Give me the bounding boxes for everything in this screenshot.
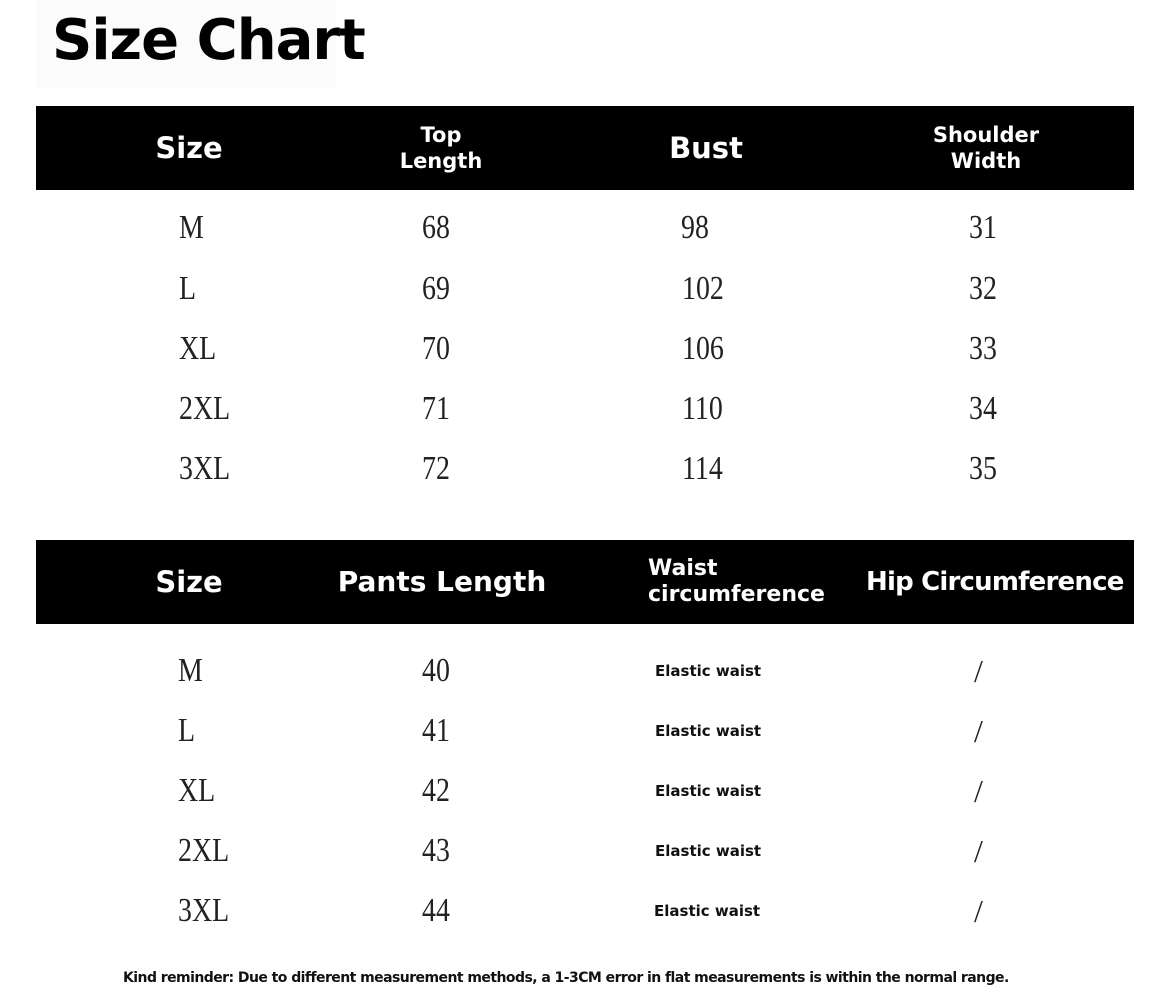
hip-cell: / [974,772,983,809]
size-cell: L [178,712,196,749]
table-row [36,439,1134,499]
header-line: Length [399,149,483,173]
table-row [36,319,1134,379]
bottom-table-header [36,540,1134,624]
page-title: Size Chart [52,8,365,73]
table-row [36,881,1134,941]
hip-cell: / [974,712,983,749]
waist-cell: Elastic waist [655,662,762,680]
top-length-cell: 68 [422,209,450,246]
size-cell: XL [178,772,216,809]
header-size: Size [155,565,223,599]
size-cell: 2XL [179,390,231,427]
hip-cell: / [974,892,983,929]
header-hip-circumference: Hip Circumference [866,567,1124,597]
bust-cell: 102 [682,270,724,307]
header-waist-circumference [648,540,828,624]
header-line: circumference [648,582,825,607]
shoulder-width-cell: 31 [969,209,997,246]
pants-length-cell: 43 [422,832,450,869]
header-line: Top [420,123,462,147]
pants-length-cell: 42 [422,772,450,809]
shoulder-width-cell: 35 [969,450,997,487]
bust-cell: 106 [682,330,724,367]
size-cell: 2XL [178,832,230,869]
hip-cell: / [974,652,983,689]
top-table-header [36,106,1134,190]
table-row [36,259,1134,319]
size-cell: 3XL [179,450,231,487]
top-length-cell: 72 [422,450,450,487]
table-row [36,821,1134,881]
waist-cell: Elastic waist [654,902,761,920]
header-size: Size [155,131,223,165]
header-line: Waist [648,556,718,581]
size-cell: XL [179,330,217,367]
top-length-cell: 69 [422,270,450,307]
waist-cell: Elastic waist [655,722,762,740]
top-length-cell: 70 [422,330,450,367]
header-top-length [376,106,506,190]
shoulder-width-cell: 32 [969,270,997,307]
header-line: Width [950,149,1022,173]
size-cell: M [178,652,203,689]
shoulder-width-cell: 34 [969,390,997,427]
table-row [36,761,1134,821]
size-cell: 3XL [178,892,230,929]
measurement-note: Kind reminder: Due to different measurement methods, a 1-3CM error in flat measurements is within the normal range. [123,970,1009,986]
hip-cell: / [974,832,983,869]
waist-cell: Elastic waist [655,782,762,800]
pants-length-cell: 40 [422,652,450,689]
table-row [36,198,1134,258]
table-row [36,379,1134,439]
bust-cell: 98 [681,209,709,246]
header-bust: Bust [669,131,743,165]
size-cell: M [179,209,204,246]
size-cell: L [179,270,197,307]
header-line: Shoulder [932,123,1040,147]
pants-length-cell: 41 [422,712,450,749]
bust-cell: 110 [682,390,723,427]
bust-cell: 114 [682,450,723,487]
table-row [36,701,1134,761]
top-length-cell: 71 [422,390,450,427]
pants-length-cell: 44 [422,892,450,929]
header-shoulder-width [916,106,1056,190]
shoulder-width-cell: 33 [969,330,997,367]
table-row [36,641,1134,701]
header-pants-length: Pants Length [337,565,547,598]
waist-cell: Elastic waist [655,842,762,860]
